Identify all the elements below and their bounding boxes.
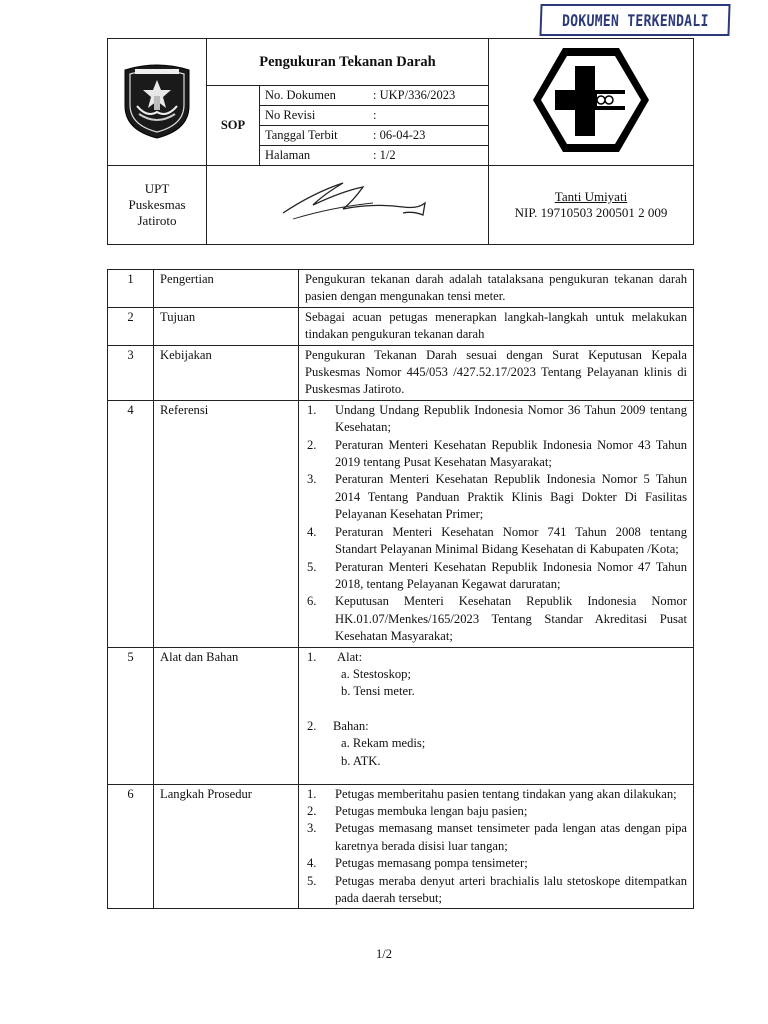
section-langkah-prosedur: 6 Langkah Prosedur 1. Petugas memberitahu pasien tentang tindakan yang akan dilakukan; 2. Petugas membuka lengan baju pasien; 3. Petugas memasang manset tensimeter pada lengan atas dengan pipa karetnya berada disisi luar tangan; 4. Petugas memasang pompa tensimeter; 5. Petugas meraba denyut arteri brachialis lalu stetoskope ditempatkan pada daerah tersebut;: [108, 784, 694, 909]
list-item: 2. Peraturan Menteri Kesehatan Republik Indonesia Nomor 43 Tahun 2019 tentang Pusat Kesehatan Masyarakat;: [307, 437, 687, 470]
list-item: b. ATK.: [341, 753, 381, 768]
list-item: 5. Petugas meraba denyut arteri brachialis lalu stetoskope ditempatkan pada daerah tersebut;: [307, 873, 687, 905]
health-logo-cell: [489, 39, 694, 166]
section-kebijakan: 3 Kebijakan Pengukuran Tekanan Darah sesuai dengan Surat Keputusan Kepala Puskesmas Nomor 445/053 /427.52.17/2023 Tentang Pelayanan klinis di Puskesmas Jatiroto.: [108, 345, 694, 400]
signer-nip: NIP. 19710503 200501 2 009: [514, 205, 668, 220]
sop-content-table: [107, 269, 694, 909]
list-item: 5. Peraturan Menteri Kesehatan Republik Indonesia Nomor 47 Tahun 2018, tentang Pelayanan Kegawat daruratan;: [307, 559, 687, 591]
document-title: Pengukuran Tekanan Darah: [207, 39, 489, 86]
sop-header-table: [107, 38, 694, 245]
pengertian-text: Pengukuran tekanan darah adalah tatalaksana pengukuran tekanan darah pasien dengan mengunakan tensi meter.: [299, 270, 694, 308]
meta-row-document-number: No. Dokumen : UKP/336/2023: [260, 86, 489, 106]
signature-cell: [207, 166, 489, 245]
regency-logo-cell: [108, 39, 207, 166]
list-item: 1. Undang Undang Republik Indonesia Nomor 36 Tahun 2009 tentang Kesehatan;: [307, 402, 687, 435]
page-number: 1/2: [376, 947, 392, 961]
organization-name: UPT Puskesmas Jatiroto: [108, 166, 207, 245]
signer-name: Tanti Umiyati: [554, 189, 628, 204]
list-item: a. Rekam medis;: [341, 736, 426, 751]
regency-emblem-icon: [121, 60, 193, 140]
alat-heading: 1. Alat:: [307, 649, 363, 664]
meta-row-page: Halaman : 1/2: [260, 146, 489, 166]
list-item: 1. Petugas memberitahu pasien tentang tindakan yang akan dilakukan;: [307, 786, 677, 801]
bahan-heading: 2. Bahan:: [307, 718, 369, 733]
meta-row-revision: No Revisi :: [260, 106, 489, 126]
section-pengertian: 1 Pengertian Pengukuran tekanan darah adalah tatalaksana pengukuran tekanan darah pasien dengan mengunakan tensi meter.: [108, 270, 694, 308]
controlled-document-stamp: DOKUMEN TERKENDALI: [539, 4, 730, 36]
list-item: 6. Keputusan Menteri Kesehatan Republik Indonesia Nomor HK.01.07/Menkes/165/2023 Tentang Standar Akreditasi Pusat Kesehatan Masyarakat;: [307, 594, 687, 644]
section-tujuan: 2 Tujuan Sebagai acuan petugas menerapkan langkah-langkah untuk melakukan tindakan pengukuran tekanan darah: [108, 307, 694, 345]
list-item: 3. Peraturan Menteri Kesehatan Republik Indonesia Nomor 5 Tahun 2014 Tentang Panduan Praktik Klinis Bagi Dokter Di Fasilitas Pelayanan Kesehatan Primer;: [307, 472, 687, 522]
meta-row-issue-date: Tanggal Terbit : 06-04-23: [260, 126, 489, 146]
list-item: 4. Petugas memasang pompa tensimeter;: [307, 856, 528, 871]
list-item: a. Stestoskop;: [341, 666, 411, 681]
kebijakan-text: Pengukuran Tekanan Darah sesuai dengan Surat Keputusan Kepala Puskesmas Nomor 445/053 /427.52.17/2023 Tentang Pelayanan klinis di Puskesmas Jatiroto.: [299, 345, 694, 400]
section-alat-bahan: 5 Alat dan Bahan 1. Alat: a. Stestoskop; b. Tensi meter. 2. Bahan: a. Rekam medis; b. ATK.: [108, 647, 694, 784]
reference-list: [305, 402, 687, 646]
section-referensi: 4 Referensi 1. Undang Undang Republik Indonesia Nomor 36 Tahun 2009 tentang Kesehatan; 2. Peraturan Menteri Kesehatan Republik Indonesia Nomor 43 Tahun 2019 tentang Pusat Kesehatan Masyarakat; 3. Peraturan Menteri Kesehatan Republik Indonesia Nomor 5 Tahun 2014 Tentang Panduan Praktik Klinis Bagi Dokter Di Fasilitas Pelayanan Kesehatan Primer; 4. Peraturan Menteri Kesehatan Nomor 741 Tahun 2008 tentang Standart Pelayanan Minimal Bidang Kesehatan di Kabupaten /Kota; 5. Peraturan Menteri Kesehatan Republik Indonesia Nomor 47 Tahun 2018, tentang Pelayanan Kegawat daruratan; 6. Keputusan Menteri Kesehatan Republik Indonesia Nomor HK.01.07/Menkes/165/2023 Tentang Standar Akreditasi Pusat Kesehatan Masyarakat;: [108, 400, 694, 647]
tujuan-text: Sebagai acuan petugas menerapkan langkah-langkah untuk melakukan tindakan pengukuran tekanan darah: [299, 307, 694, 345]
list-item: 2. Petugas membuka lengan baju pasien;: [307, 803, 528, 818]
handwritten-signature: [253, 173, 443, 233]
signer-block: [489, 166, 694, 245]
procedure-list: [305, 786, 687, 908]
sop-label: SOP: [207, 86, 260, 166]
puskesmas-logo-icon: [529, 44, 653, 156]
list-item: b. Tensi meter.: [341, 684, 415, 699]
list-item: 4. Peraturan Menteri Kesehatan Nomor 741 Tahun 2008 tentang Standart Pelayanan Minimal Bidang Kesehatan di Kabupaten /Kota;: [307, 524, 687, 557]
list-item: 3. Petugas memasang manset tensimeter pada lengan atas dengan pipa karetnya berada disisi luar tangan;: [307, 821, 687, 853]
